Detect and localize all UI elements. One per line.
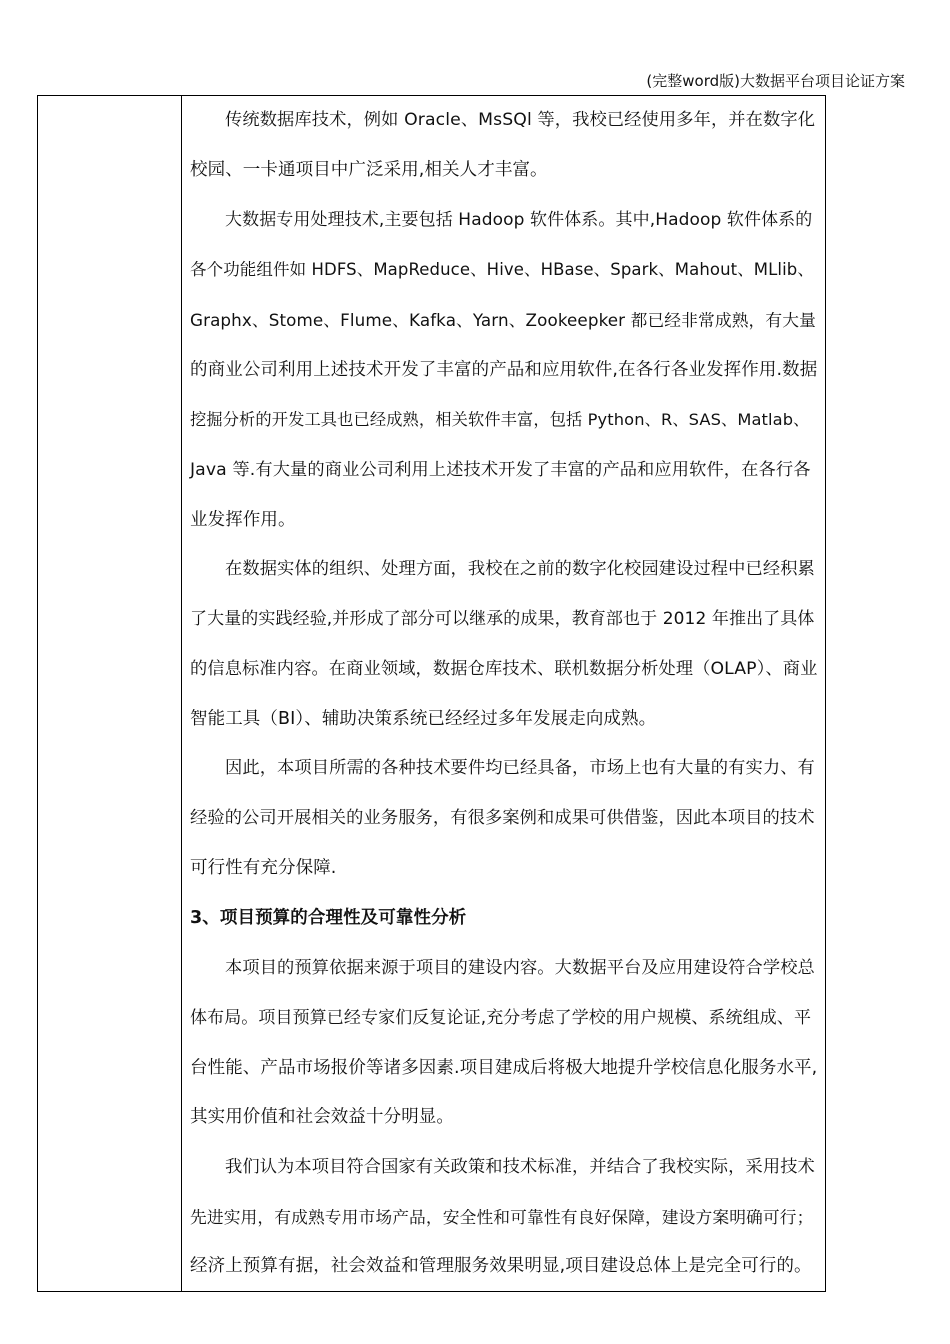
body-line: 因此，本项目所需的各种技术要件均已经具备，市场上也有大量的有实力、有 — [225, 758, 815, 778]
body-line: 经验的公司开展相关的业务服务，有很多案例和成果可供借鉴，因此本项目的技术 — [190, 808, 815, 828]
body-line: 先进实用，有成熟专用市场产品，安全性和可靠性有良好保障，建设方案明确可行； — [190, 1207, 814, 1227]
body-line: 的商业公司利用上述技术开发了丰富的产品和应用软件,在各行各业发挥作用.数据 — [190, 360, 818, 380]
table-right-cell — [182, 96, 825, 1291]
body-line: 的信息标准内容。在商业领域，数据仓库技术、联机数据分析处理（OLAP）、商业 — [190, 659, 818, 679]
body-line: 校园、一卡通项目中广泛采用,相关人才丰富。 — [190, 160, 548, 180]
body-line: 我们认为本项目符合国家有关政策和技术标准，并结合了我校实际，采用技术 — [225, 1157, 815, 1177]
body-line: 各个功能组件如 HDFS、MapReduce、Hive、HBase、Spark、Mahout、MLlib、 — [190, 260, 814, 279]
body-line: 其实用价值和社会效益十分明显。 — [190, 1107, 454, 1127]
body-line: 传统数据库技术，例如 Oracle、MsSQl 等，我校已经使用多年，并在数字化 — [225, 110, 816, 130]
body-line: 可行性有充分保障. — [190, 858, 337, 878]
body-line: 大数据专用处理技术,主要包括 Hadoop 软件体系。其中,Hadoop 软件体系的 — [225, 210, 813, 230]
section-heading: 3、项目预算的合理性及可靠性分析 — [190, 908, 467, 928]
content-table — [37, 95, 826, 1292]
table-left-cell — [38, 96, 182, 1291]
body-line: 挖掘分析的开发工具也已经成熟，相关软件丰富，包括 Python、R、SAS、Matlab、 — [190, 410, 810, 429]
body-line: Java 等.有大量的商业公司利用上述技术开发了丰富的产品和应用软件，在各行各 — [190, 460, 811, 480]
body-line: 了大量的实践经验,并形成了部分可以继承的成果，教育部也于 2012 年推出了具体 — [190, 609, 815, 629]
page-header: (完整word版)大数据平台项目论证方案 — [646, 72, 905, 90]
body-line: Graphx、Stome、Flume、Kafka、Yarn、Zookeepker 都已经非常成熟，有大量 — [190, 310, 816, 330]
body-line: 智能工具（BI）、辅助决策系统已经经过多年发展走向成熟。 — [190, 709, 657, 729]
body-line: 体布局。项目预算已经专家们反复论证,充分考虑了学校的用户规模、系统组成、平 — [190, 1008, 812, 1028]
body-line: 经济上预算有据，社会效益和管理服务效果明显,项目建设总体上是完全可行的。 — [190, 1256, 812, 1276]
body-line: 业发挥作用。 — [190, 510, 296, 530]
body-line: 本项目的预算依据来源于项目的建设内容。大数据平台及应用建设符合学校总 — [225, 958, 815, 978]
body-line: 台性能、产品市场报价等诸多因素.项目建成后将极大地提升学校信息化服务水平, — [190, 1058, 818, 1078]
body-line: 在数据实体的组织、处理方面，我校在之前的数字化校园建设过程中已经积累 — [225, 559, 815, 579]
